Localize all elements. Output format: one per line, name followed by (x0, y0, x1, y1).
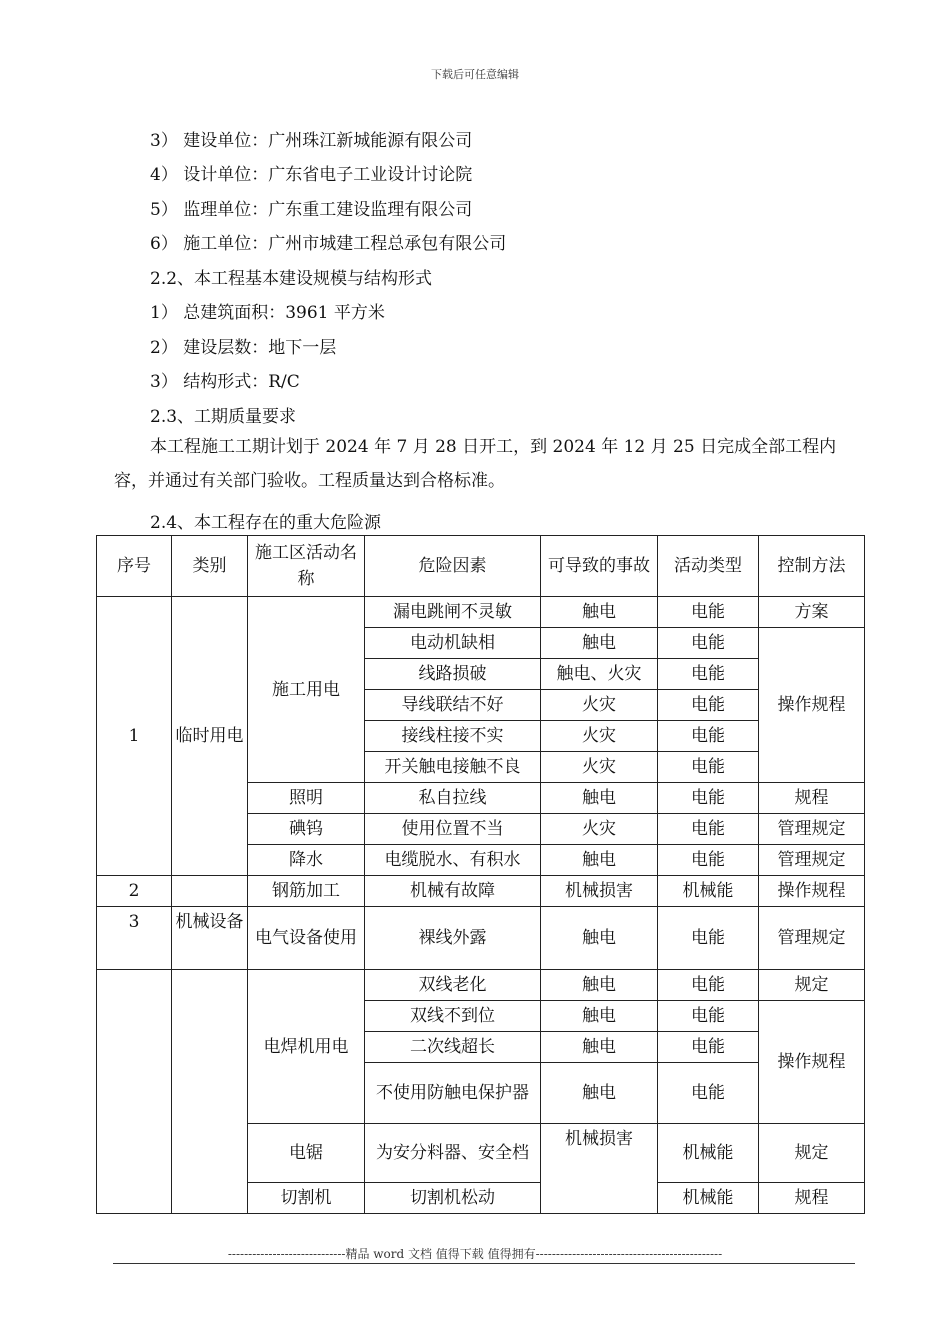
page-header: 下载后可任意编辑 (431, 68, 519, 81)
table-cell: 为安分料器、安全档 (365, 1124, 541, 1183)
table-cell: 漏电跳闸不灵敏 (365, 597, 541, 628)
section-heading: 2.2、本工程基本建设规模与结构形式 (150, 269, 433, 289)
table-cell: 二次线超长 (365, 1032, 541, 1063)
table-cell: 机械损害 (541, 1124, 658, 1214)
table-cell: 触电 (541, 783, 658, 814)
table-cell: 接线柱接不实 (365, 721, 541, 752)
text-line: 3） 结构形式：R/C (150, 372, 300, 392)
table-cell: 临时用电 (172, 597, 248, 876)
table-cell: 操作规程 (759, 876, 865, 907)
table-header: 序号 (97, 536, 172, 597)
table-cell: 机械设备 (172, 907, 248, 970)
table-cell: 触电 (541, 970, 658, 1001)
table-cell (172, 876, 248, 907)
table-cell: 机械能 (658, 1183, 759, 1214)
table-cell: 触电 (541, 907, 658, 970)
table-cell: 火灾 (541, 752, 658, 783)
table-cell: 裸线外露 (365, 907, 541, 970)
table-cell: 施工用电 (248, 597, 365, 783)
table-cell: 电能 (658, 690, 759, 721)
table-cell: 机械能 (658, 876, 759, 907)
table-cell: 规程 (759, 1183, 865, 1214)
table-row (97, 597, 865, 628)
table-cell: 切割机松动 (365, 1183, 541, 1214)
footer-divider (113, 1263, 855, 1264)
table-cell: 电能 (658, 907, 759, 970)
table-cell: 使用位置不当 (365, 814, 541, 845)
table-cell: 线路损破 (365, 659, 541, 690)
table-header: 控制方法 (759, 536, 865, 597)
table-cell: 触电 (541, 1001, 658, 1032)
table-cell: 电能 (658, 752, 759, 783)
body-paragraph (114, 430, 859, 498)
section-heading: 2.4、本工程存在的重大危险源 (150, 513, 382, 533)
table-cell: 1 (97, 597, 172, 876)
table-row (97, 876, 865, 907)
table-cell: 电锯 (248, 1124, 365, 1183)
table-cell: 切割机 (248, 1183, 365, 1214)
table-cell: 降水 (248, 845, 365, 876)
table-cell: 操作规程 (759, 1001, 865, 1124)
table-cell: 规程 (759, 783, 865, 814)
table-cell: 触电 (541, 1032, 658, 1063)
table-cell: 不使用防触电保护器 (365, 1063, 541, 1124)
table-cell: 私自拉线 (365, 783, 541, 814)
table-cell: 规定 (759, 1124, 865, 1183)
table-cell: 方案 (759, 597, 865, 628)
hazard-table (96, 535, 865, 1214)
table-header: 危险因素 (365, 536, 541, 597)
table-cell: 电能 (658, 597, 759, 628)
table-cell: 电动机缺相 (365, 628, 541, 659)
table-cell (172, 970, 248, 1214)
table-cell: 照明 (248, 783, 365, 814)
table-cell: 触电 (541, 1063, 658, 1124)
table-cell: 机械损害 (541, 876, 658, 907)
table-header: 活动类型 (658, 536, 759, 597)
table-header-row (97, 536, 865, 597)
table-cell: 2 (97, 876, 172, 907)
table-cell: 碘钨 (248, 814, 365, 845)
table-cell: 双线不到位 (365, 1001, 541, 1032)
table-cell: 电能 (658, 628, 759, 659)
table-cell: 触电 (541, 845, 658, 876)
text-line: 2） 建设层数：地下一层 (150, 338, 337, 358)
table-cell: 电能 (658, 814, 759, 845)
table-cell: 3 (97, 907, 172, 970)
text-line: 1） 总建筑面积：3961 平方米 (150, 303, 385, 323)
table-cell: 双线老化 (365, 970, 541, 1001)
table-row (97, 907, 865, 970)
table-cell: 管理规定 (759, 907, 865, 970)
table-cell: 管理规定 (759, 814, 865, 845)
text-line: 5） 监理单位：广东重工建设监理有限公司 (150, 200, 473, 220)
table-cell: 火灾 (541, 690, 658, 721)
table-row (97, 970, 865, 1001)
table-cell: 电能 (658, 721, 759, 752)
table-cell: 触电 (541, 628, 658, 659)
table-cell: 电能 (658, 1032, 759, 1063)
table-cell: 钢筋加工 (248, 876, 365, 907)
section-heading: 2.3、工期质量要求 (150, 407, 297, 427)
table-cell: 电能 (658, 845, 759, 876)
page-footer: -----------------------------精品 word 文档 值得下载 值得拥有---------------------------------------------- (227, 1247, 723, 1261)
table-cell: 触电 (541, 597, 658, 628)
table-cell: 电能 (658, 659, 759, 690)
table-cell: 电能 (658, 783, 759, 814)
table-cell: 电缆脱水、有积水 (365, 845, 541, 876)
text-line: 4） 设计单位：广东省电子工业设计讨论院 (150, 165, 473, 185)
table-header: 施工区活动名称 (248, 536, 365, 597)
paragraph-text: 本工程施工工期计划于 2024 年 7 月 28 日开工，到 2024 年 12 月 25 日完成全部工程内容，并通过有关部门验收。工程质量达到合格标准。 (114, 437, 837, 491)
table-cell: 管理规定 (759, 845, 865, 876)
table-header: 可导致的事故 (541, 536, 658, 597)
table-cell: 开关触电接触不良 (365, 752, 541, 783)
table-cell: 电能 (658, 1001, 759, 1032)
table-cell: 电能 (658, 1063, 759, 1124)
text-line: 3） 建设单位：广州珠江新城能源有限公司 (150, 131, 473, 151)
table-cell (97, 970, 172, 1214)
table-cell: 火灾 (541, 721, 658, 752)
table-cell: 操作规程 (759, 628, 865, 783)
table-cell: 规定 (759, 970, 865, 1001)
table-cell: 导线联结不好 (365, 690, 541, 721)
table-cell: 电气设备使用 (248, 907, 365, 970)
table-header: 类别 (172, 536, 248, 597)
table-cell: 电能 (658, 970, 759, 1001)
table-cell: 火灾 (541, 814, 658, 845)
table-cell: 电焊机用电 (248, 970, 365, 1124)
table-cell: 机械能 (658, 1124, 759, 1183)
table-cell: 触电、火灾 (541, 659, 658, 690)
table-cell: 机械有故障 (365, 876, 541, 907)
text-line: 6） 施工单位：广州市城建工程总承包有限公司 (150, 234, 507, 254)
